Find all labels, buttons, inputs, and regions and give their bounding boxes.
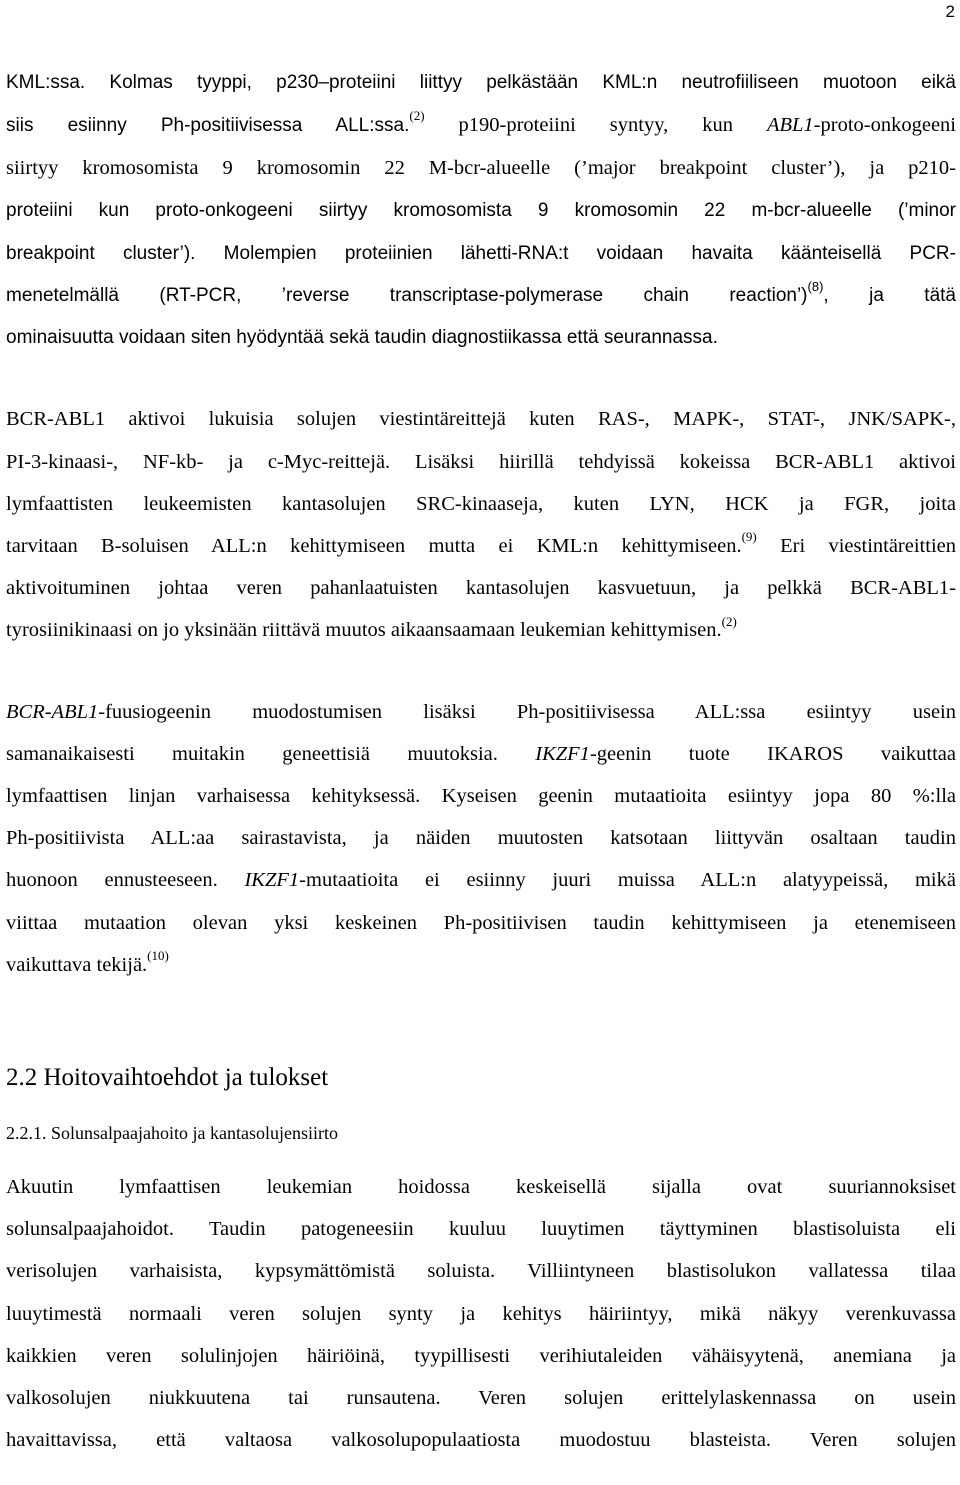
citation: (10) — [147, 948, 169, 964]
citation: (2) — [409, 108, 425, 124]
page-number: 2 — [945, 2, 955, 21]
text: huonoon ennusteeseen. — [6, 869, 245, 892]
paragraph-1 — [6, 62, 956, 359]
line — [6, 1208, 956, 1250]
text: verisolujen varhaisista, kypsymättömistä soluista. Villiintyneen blastisolukon vallatessa tilaa — [6, 1260, 956, 1283]
text: KML:ssa. Kolmas tyyppi, p230–proteiini liittyy pelkästään KML:n neutrofiiliseen muotoon eikä — [6, 72, 956, 93]
text: solunsalpaajahoidot. Taudin patogeneesiin kuuluu luuytimen täyttyminen blastisoluista eli — [6, 1218, 956, 1241]
line — [6, 1419, 956, 1461]
text: siirtyy kromosomista 9 kromosomin 22 M-bcr-alueelle (’major breakpoint cluster’), ja p210- — [6, 157, 956, 180]
text: Ph-positiivista ALL:aa sairastavista, ja näiden muutosten katsotaan liittyvän osaltaan taudin — [6, 827, 956, 850]
text: , ja tätä — [823, 285, 956, 307]
line — [6, 1166, 956, 1208]
line — [6, 525, 956, 567]
section-heading: 2.2 Hoitovaihtoehdot ja tulokset — [6, 1064, 329, 1092]
text: -fuusiogeenin muodostumisen lisäksi Ph-positiivisessa ALL:ssa esiintyy usein — [98, 700, 956, 723]
text: ominaisuutta voidaan siten hyödyntää sekä taudin diagnostiikassa että seurannassa. — [6, 327, 718, 349]
text: samanaikaisesti muitakin geneettisiä muutoksia. — [6, 742, 536, 765]
text: p190-proteiini syntyy, kun — [424, 114, 767, 137]
text: Molempien proteiinien lähetti-RNA:t voidaan havaita käänteisellä PCR- — [195, 242, 956, 264]
text: lymfaattisten leukeemisten kantasolujen SRC-kinaaseja, kuten LYN, HCK ja FGR, joita — [6, 492, 956, 515]
text: -mutaatioita ei esiinny juuri muissa ALL:n alatyypeissä, mikä — [299, 869, 956, 892]
line — [6, 104, 956, 147]
text: breakpoint cluster’). — [6, 242, 196, 264]
text: Akuutin lymfaattisen leukemian hoidossa keskeisellä sijalla ovat suuriannoksiset — [6, 1176, 956, 1199]
text: vaikuttava tekijä. — [6, 953, 148, 976]
line — [6, 775, 956, 817]
line — [6, 859, 956, 901]
text: kaikkien veren solulinjojen häiriöinä, tyypillisesti verihiutaleiden vähäisyytenä, anemiana ja — [6, 1344, 956, 1367]
line — [6, 691, 956, 733]
text: aktivoituminen johtaa veren pahanlaatuisten kantasolujen kasvuetuun, ja pelkkä BCR-ABL1- — [6, 577, 956, 600]
text: luuytimestä normaali veren solujen synty ja kehitys häiriintyy, mikä näkyy verenkuvassa — [6, 1302, 956, 1325]
line — [6, 733, 956, 775]
line — [6, 62, 956, 104]
line — [6, 944, 956, 986]
citation: (2) — [721, 613, 737, 629]
gene-name: BCR-ABL1 — [6, 700, 99, 723]
line — [6, 609, 956, 651]
line — [6, 1293, 956, 1335]
text: PI-3-kinaasi-, NF-kb- ja c-Myc-reittejä. Lisäksi hiirillä tehdyissä kokeissa BCR-ABL1 aktivoi — [6, 450, 956, 473]
line — [6, 1335, 956, 1377]
gene-name: ABL1 — [766, 114, 814, 137]
gene-name: IKZF1 — [244, 869, 300, 892]
paragraph-2 — [6, 398, 956, 651]
text: -proto-onkogeeni — [813, 114, 956, 137]
citation: (8) — [807, 278, 824, 294]
line — [6, 1250, 956, 1292]
paragraph-3 — [6, 691, 956, 986]
line — [6, 441, 956, 483]
paragraph-4 — [6, 1166, 956, 1461]
line — [6, 190, 956, 232]
text: siis esiinny Ph-positiivisessa ALL:ssa. — [6, 115, 410, 137]
line — [6, 567, 956, 609]
text: tarvitaan B-soluisen ALL:n kehittymiseen mutta ei KML:n kehittymiseen. — [6, 535, 742, 558]
line — [6, 398, 956, 440]
text: -geenin tuote IKAROS vaikuttaa — [589, 742, 956, 765]
line — [6, 275, 956, 317]
line — [6, 483, 956, 525]
text: lymfaattisen linjan varhaisessa kehityksessä. Kyseisen geenin mutaatioita esiintyy jopa 80 %:lla — [6, 785, 956, 808]
gene-name: IKZF1 — [535, 742, 590, 765]
text: valkosolujen niukkuutena tai runsautena. Veren solujen erittelylaskennassa on usein — [6, 1387, 956, 1410]
text: tyrosiinikinaasi on jo yksinään riittävä muutos aikaansaamaan leukemian kehittymisen. — [6, 619, 722, 642]
subsection-heading: 2.2.1. Solunsalpaajahoito ja kantasolujensiirto — [6, 1123, 338, 1144]
text: BCR-ABL1 aktivoi lukuisia solujen viestintäreittejä kuten RAS-, MAPK-, STAT-, JNK/SAPK-, — [6, 408, 956, 431]
line — [6, 817, 956, 859]
text: proteiini kun proto-onkogeeni siirtyy kromosomista 9 kromosomin 22 m-bcr-alueelle (’minor — [6, 199, 956, 221]
text: menetelmällä (RT-PCR, ’reverse transcriptase-polymerase chain reaction’) — [6, 285, 808, 307]
citation: (9) — [741, 529, 757, 545]
line — [6, 902, 956, 944]
line — [6, 232, 956, 275]
line — [6, 147, 956, 189]
text: havaittavissa, että valtaosa valkosolupopulaatiosta muodostuu blasteista. Veren solujen — [6, 1429, 956, 1452]
text: Eri viestintäreittien — [756, 535, 956, 558]
text: viittaa mutaation olevan yksi keskeinen Ph-positiivisen taudin kehittymiseen ja etenemiseen — [6, 911, 956, 934]
document-body — [6, 62, 956, 1461]
line — [6, 1377, 956, 1419]
line — [6, 317, 956, 359]
